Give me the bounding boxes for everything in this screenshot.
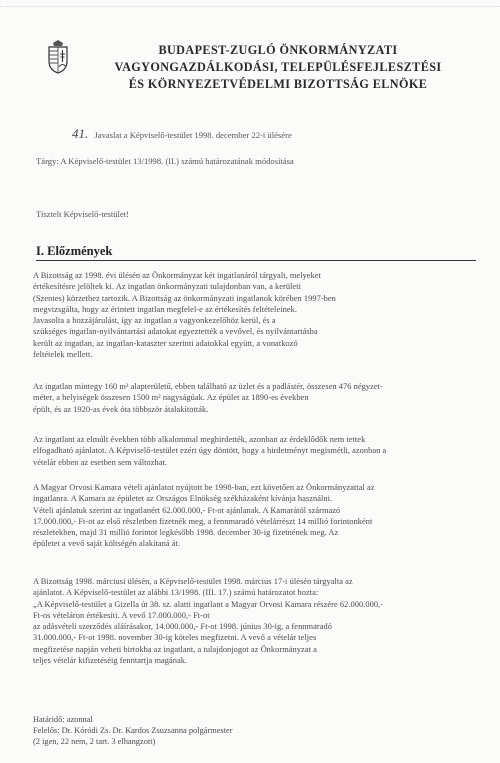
text-line: szükséges ingatlan-nyilvántartási adatokat egyeztették a vevővel, és nyilvántartásba bbox=[33, 327, 318, 337]
text-line: teljes vételár kifizetéséig fenntartja magának. bbox=[33, 656, 188, 666]
salutation: Tisztelt Képviselő-testület! bbox=[36, 209, 130, 219]
text-line: épült, és az 1920-as évek óta többször átalakították. bbox=[33, 404, 209, 414]
paragraph-3 bbox=[33, 434, 475, 468]
header-line-3: ÉS KÖRNYEZETVÉDELMI BIZOTTSÁG ELNÖKE bbox=[128, 77, 428, 91]
text-line: (Szentes) körzethez tartozik. A Bizottság az önkormányzati ingatlanok körében 1997-ben bbox=[33, 293, 336, 303]
coat-of-arms-icon bbox=[46, 40, 70, 74]
text-line: ajánlatot. A Képviselő-testület az alábbi 13/1998. (III. 17.) számú határozatot hozta: bbox=[33, 588, 319, 598]
header-line-1: BUDAPEST-ZUGLÓ ÖNKORMÁNYZATI bbox=[158, 43, 398, 57]
text-line: Az ingatlant az elmúlt években több alkalommal meghirdették, azonban az érdeklődők nem tettek bbox=[33, 435, 366, 444]
text-line: Ft-os vételáron értékesíti. A vevő 17.000.000,- Ft-ot bbox=[33, 610, 210, 620]
text-line: részletekben, majd 31 millió forintot legkésőbb 1998. december 30-ig fizetnének meg. Az bbox=[33, 528, 339, 538]
paragraph-5 bbox=[33, 576, 475, 666]
text-line: Vételi ajánlatuk szerint az ingatlanért 62.000.000,- Ft-ot ajánlanak. A Kamarától származó bbox=[33, 505, 341, 515]
footer-line: Határidő: azonnal bbox=[33, 715, 93, 724]
paragraph-2 bbox=[33, 381, 475, 415]
scan-noise bbox=[0, 0, 500, 7]
text-line: került az ingatlan, az ingatlan-kataszter szerinti adatokkal együtt, a vonatkozó bbox=[33, 338, 298, 348]
text-line: 31.000.000,- Ft-ot 1998. november 30-ig köteles megfizetni. A vevő a vételár teljes bbox=[33, 633, 317, 643]
section-title: I. Előzmények bbox=[36, 244, 113, 258]
text-line: elfogadható ajánlatot. A Képviselő-testület ezért úgy döntött, hogy a hirdetményt megismétli, azonban a bbox=[33, 446, 387, 456]
text-line: feltételek mellett. bbox=[33, 350, 93, 360]
text-line: az adásvételi szerződés aláírásakor, 14.000.000,- Ft-ot 1998. június 30-ig, a fennmaradó bbox=[33, 622, 332, 632]
text-line: ingatlanra. A Kamara az épületet az Országos Elnökség székházaként kívánja használni. bbox=[33, 494, 333, 504]
text-line: megfizetése napján veheti birtokba az ingatlant, a tulajdonjogot az Önkormányzat a bbox=[33, 644, 317, 654]
text-line: „A Képviselő-testület a Gizella út 38. sz. alatti ingatlant a Magyar Orvosi Kamara részére 62.000.000,- bbox=[33, 599, 384, 609]
text-line: A Bizottság az 1998. évi ülésén az Önkormányzat két ingatlanáról tárgyalt, melyeket bbox=[33, 271, 321, 280]
text-line: Javasolta a hozzájárulást, így az ingatlan a vagyonkezelőhöz kerül, és a bbox=[33, 316, 276, 326]
text-line: értékesítésre jelöltek ki. Az ingatlan önkormányzati tulajdonban van, a kerületi bbox=[33, 282, 301, 292]
text-line: 17.000.000,- Ft-ot az első részletben fizetnék meg, a fennmaradó vételárrészt 14 millió forintonként bbox=[33, 516, 373, 526]
header-line-2: VAGYONGAZDÁLKODÁSI, TELEPÜLÉSFEJLESZTÉSI bbox=[114, 60, 442, 74]
document-header bbox=[78, 42, 478, 93]
footer-line: (2 igen, 22 nem, 2 tart. 3 elhangzott) bbox=[33, 737, 156, 746]
text-line: megvizsgálta, hogy az érintett ingatlan megfelel-e az értékesítés feltételeinek. bbox=[33, 304, 297, 314]
footer-line: Felelős: Dr. Kóródi Zs. Dr. Kardos Zsuzsanna polgármester bbox=[33, 726, 233, 735]
text-line: Az ingatlan mintegy 160 m² alapterületű, ebben található az üzlet és a padlástér, összesen 476 négyzet- bbox=[33, 382, 383, 391]
text-line: A Magyar Orvosi Kamara vételi ajánlatot nyújtott be 1998-ban, ezt követően az Önkormányzattal az bbox=[33, 483, 375, 492]
paragraph-4 bbox=[33, 482, 475, 550]
paragraph-1 bbox=[33, 270, 475, 360]
meta-text: Javaslat a Képviselő-testület 1998. december 22-i ülésére bbox=[94, 130, 292, 140]
subject-line: Tárgy: A Képviselő-testület 13/1998. (II.) számú határozatának módosítása bbox=[36, 156, 294, 166]
text-line: vételár ebben az esetben sem változhat. bbox=[33, 457, 168, 467]
text-line: A Bizottság 1998. márciusi ülésén, a Képviselő-testület 1998. március 17-i ülésén tárgyalta az bbox=[33, 577, 353, 586]
section-divider bbox=[36, 260, 476, 261]
document-meta bbox=[72, 126, 482, 142]
text-line: méter, a helyiségek összesen 1500 m² nagyságúak. Az épület az 1890-es években bbox=[33, 393, 309, 403]
resolution-footer bbox=[33, 714, 475, 747]
text-line: épületet a vevő saját költségén alakítaná át. bbox=[33, 539, 181, 549]
handwritten-number: 41. bbox=[72, 126, 89, 141]
